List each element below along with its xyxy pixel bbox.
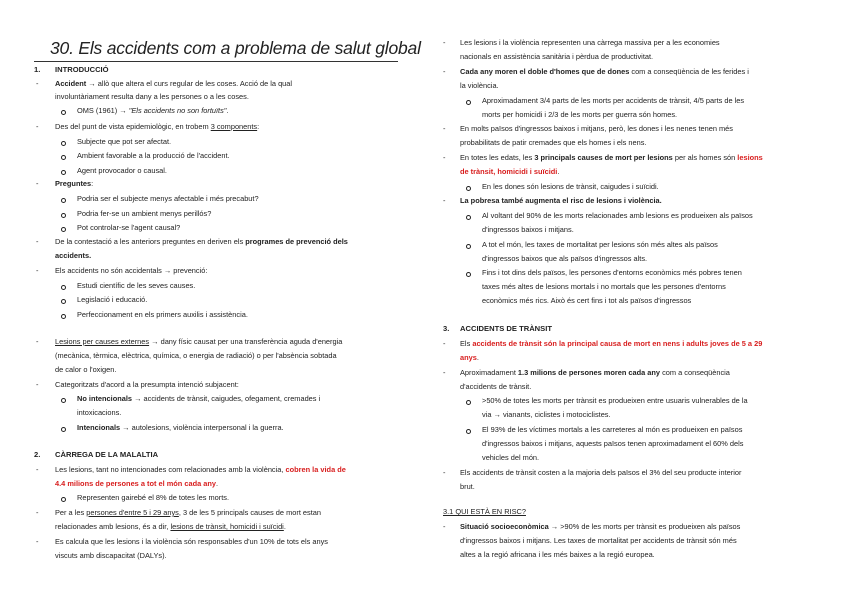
dash-bullet: - xyxy=(36,537,39,546)
list-item: El 93% de les víctimes mortals a les carreteres al món es produeixen en països xyxy=(482,425,743,434)
list-item: Representen gairebé el 8% de totes les morts. xyxy=(77,493,230,502)
circle-bullet xyxy=(466,400,471,405)
circle-bullet xyxy=(61,213,66,218)
circle-bullet xyxy=(61,110,66,115)
list-item: Agent provocador o causal. xyxy=(77,166,167,175)
list-item: Intencionals → autolesions, violència interpersonal i la guerra. xyxy=(77,423,284,432)
list-item-cont: via → vianants, ciclistes i motociclistes. xyxy=(482,410,611,419)
list-item: En molts països d'ingressos baixos i mitjans, però, les dones i les nenes tenen més xyxy=(460,124,733,133)
list-item-cont: altes a la regió africana i les més baixes a la regió europea. xyxy=(460,550,655,559)
dash-bullet: - xyxy=(36,79,39,88)
list-item-cont: involuntàriament resulta dany a les persones o a les coses. xyxy=(55,92,249,101)
circle-bullet xyxy=(61,170,66,175)
list-item: A tot el món, les taxes de mortalitat per lesions són més altes als països xyxy=(482,240,718,249)
list-item: Al voltant del 90% de les morts relacionades amb lesions es produeixen als països xyxy=(482,211,753,220)
list-item: Les lesions, tant no intencionades com relacionades amb la violència, cobren la vida de xyxy=(55,465,346,474)
list-item-cont: anys. xyxy=(460,353,479,362)
list-item: Subjecte que pot ser afectat. xyxy=(77,137,172,146)
section-2-number: 2. xyxy=(34,450,41,459)
circle-bullet xyxy=(61,427,66,432)
circle-bullet xyxy=(61,497,66,502)
list-item: Lesions per causes externes → dany físic causat per una transferència aguda d'energia xyxy=(55,337,343,346)
circle-bullet xyxy=(466,429,471,434)
list-item: Es calcula que les lesions i la violència són responsables d'un 10% de tots els anys xyxy=(55,537,328,546)
list-item: Categoritzats d'acord a la presumpta intenció subjacent: xyxy=(55,380,239,389)
list-item-cont: d'ingressos baixos i mitjans. Les taxes de mortalitat per accidents de trànsit són més xyxy=(460,536,737,545)
section-1-heading: INTRODUCCIÓ xyxy=(55,65,109,74)
circle-bullet xyxy=(466,272,471,277)
list-item: Els accidents de trànsit són la principal causa de mort en nens i adults joves de 5 a 29 xyxy=(460,339,763,348)
circle-bullet xyxy=(61,285,66,290)
dash-bullet: - xyxy=(443,38,446,47)
dash-bullet: - xyxy=(36,380,39,389)
list-item: Podria ser el subjecte menys afectable i més precabut? xyxy=(77,194,259,203)
list-item-cont: la violència. xyxy=(460,81,499,90)
list-item-cont: nacionals en assistència sanitària i pèrdua de productivitat. xyxy=(460,52,654,61)
dash-bullet: - xyxy=(36,465,39,474)
circle-bullet xyxy=(466,215,471,220)
list-item: Pot controlar-se l'agent causal? xyxy=(77,223,181,232)
list-item: Des del punt de vista epidemiològic, en trobem 3 components: xyxy=(55,122,260,131)
dash-bullet: - xyxy=(36,508,39,517)
section-3-number: 3. xyxy=(443,324,450,333)
list-item: En les dones són lesions de trànsit, caigudes i suïcidi. xyxy=(482,182,659,191)
list-item: OMS (1961) → "Els accidents no son fortuïts". xyxy=(77,106,229,115)
list-item: Ambient favorable a la producció de l'accident. xyxy=(77,151,230,160)
dash-bullet: - xyxy=(443,196,446,205)
list-item-cont: relacionades amb lesions, és a dir, lesions de trànsit, homicidi i suïcidi. xyxy=(55,522,286,531)
dash-bullet: - xyxy=(443,468,446,477)
dash-bullet: - xyxy=(36,179,39,188)
list-item: De la contestació a les anteriors preguntes en deriven els programes de prevenció dels xyxy=(55,237,348,246)
list-item-cont: 4.4 milions de persones a tot el món cada any. xyxy=(55,479,219,488)
circle-bullet xyxy=(61,398,66,403)
list-item-cont: d'accidents de trànsit. xyxy=(460,382,532,391)
circle-bullet xyxy=(61,155,66,160)
list-item: En totes les edats, les 3 principals causes de mort per lesions per als homes són lesions xyxy=(460,153,763,162)
dash-bullet: - xyxy=(443,124,446,133)
list-item: Les lesions i la violència representen una càrrega massiva per a les economies xyxy=(460,38,720,47)
subsection-3-1-heading: 3.1 QUI ESTÀ EN RISC? xyxy=(443,507,526,516)
list-item-cont: d'ingressos baixos i mitjans, aquests països tenen aproximadament el 60% dels xyxy=(482,439,744,448)
dash-bullet: - xyxy=(443,153,446,162)
list-item: Cada any moren el doble d'homes que de dones com a conseqüència de les ferides i xyxy=(460,67,749,76)
list-item: Perfeccionament en els primers auxilis i assistència. xyxy=(77,310,248,319)
list-item: Legislació i educació. xyxy=(77,295,148,304)
dash-bullet: - xyxy=(443,339,446,348)
title-rule xyxy=(34,61,398,62)
circle-bullet xyxy=(61,299,66,304)
list-item: Els accidents no són accidentals → prevenció: xyxy=(55,266,208,275)
list-item-cont: d'ingressos baixos i mitjans. xyxy=(482,225,574,234)
dash-bullet: - xyxy=(36,266,39,275)
list-item-cont: brut. xyxy=(460,482,475,491)
list-item-cont: taxes més altes de lesions mortals i no mortals que les persones d'entorns xyxy=(482,282,726,291)
dash-bullet: - xyxy=(443,368,446,377)
list-item-cont: accidents. xyxy=(55,251,92,260)
circle-bullet xyxy=(466,100,471,105)
list-item-cont: intoxicacions. xyxy=(77,408,122,417)
circle-bullet xyxy=(61,198,66,203)
dash-bullet: - xyxy=(443,522,446,531)
circle-bullet xyxy=(61,314,66,319)
list-item: Aproximadament 1.3 milions de persones moren cada any com a conseqüència xyxy=(460,368,730,377)
list-item-cont: de trànsit, homicidi i suïcidi. xyxy=(460,167,560,176)
section-1-number: 1. xyxy=(34,65,41,74)
list-item: Estudi científic de les seves causes. xyxy=(77,281,196,290)
list-item-cont: viscuts amb discapacitat (DALYs). xyxy=(55,551,167,560)
section-2-heading: CÀRREGA DE LA MALALTIA xyxy=(55,450,159,459)
list-item: No intencionals → accidents de trànsit, caigudes, ofegament, cremades i xyxy=(77,394,321,403)
circle-bullet xyxy=(466,186,471,191)
list-item: Accident → allò que altera el curs regular de les coses. Acció de la qual xyxy=(55,79,293,88)
dash-bullet: - xyxy=(36,122,39,131)
list-item-cont: d'ingressos baixos que als països d'ingressos alts. xyxy=(482,254,648,263)
list-item: Els accidents de trànsit costen a la majoria dels països el 3% del seu producte interior xyxy=(460,468,742,477)
list-item: >50% de totes les morts per trànsit es produeixen entre usuaris vulnerables de la xyxy=(482,396,748,405)
list-item-cont: vehicles del món. xyxy=(482,453,540,462)
list-item-cont: (mecànica, tèrmica, elèctrica, química, o energia de radiació) o per l'absència sobtada xyxy=(55,351,337,360)
dash-bullet: - xyxy=(36,237,39,246)
list-item-cont: probabilitats de patir cremades que els homes i els nens. xyxy=(460,138,647,147)
list-item: Aproximadament 3/4 parts de les morts per accidents de trànsit, 4/5 parts de les xyxy=(482,96,745,105)
list-item-cont: econòmics més rics. Això és cert fins i tot als països d'ingressos xyxy=(482,296,692,305)
dash-bullet: - xyxy=(443,67,446,76)
circle-bullet xyxy=(61,227,66,232)
list-item: La pobresa també augmenta el risc de lesions i violència. xyxy=(460,196,662,205)
list-item: Fins i tot dins dels països, les persones d'entorns econòmics més pobres tenen xyxy=(482,268,742,277)
list-item-cont: de calor o l'oxigen. xyxy=(55,365,117,374)
list-item-cont: morts per homicidi i 2/3 de les morts per guerra són homes. xyxy=(482,110,678,119)
list-item: Situació socioeconòmica → >90% de les morts per trànsit es produeixen als països xyxy=(460,522,741,531)
list-item: Per a les persones d'entre 5 i 29 anys, 3 de les 5 principals causes de mort estan xyxy=(55,508,321,517)
circle-bullet xyxy=(61,141,66,146)
list-item: Preguntes: xyxy=(55,179,94,188)
circle-bullet xyxy=(466,244,471,249)
list-item: Podria fer-se un ambient menys perillós? xyxy=(77,209,212,218)
dash-bullet: - xyxy=(36,337,39,346)
page-title: 30. Els accidents com a problema de salut global xyxy=(50,38,421,58)
section-3-heading: ACCIDENTS DE TRÀNSIT xyxy=(460,324,552,333)
